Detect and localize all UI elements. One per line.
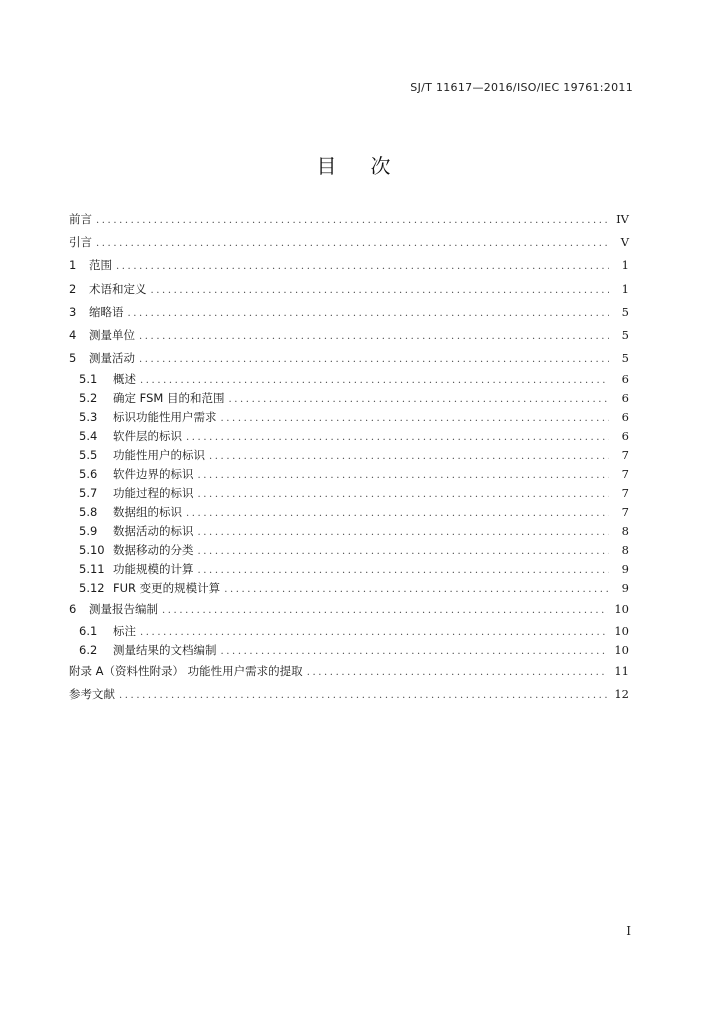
toc-leader-dots <box>162 599 608 622</box>
toc-entry-page: 8 <box>621 543 629 558</box>
toc-entry[interactable] <box>69 324 629 347</box>
toc-entry-label <box>79 641 217 660</box>
toc-entry-title: 软件边界的标识 <box>113 467 194 482</box>
toc-entry-number: 3 <box>69 304 77 319</box>
toc-entry[interactable] <box>69 208 629 231</box>
toc-entry-page: 7 <box>621 486 629 501</box>
toc-entry-title: 数据组的标识 <box>113 505 182 520</box>
toc-entry-label <box>69 254 112 277</box>
toc-entry-page: 5 <box>621 327 629 342</box>
toc-entry-title: 附录 A（资料性附录） 功能性用户需求的提取 <box>69 663 303 678</box>
toc-entry-page: 7 <box>621 448 629 463</box>
toc-entry-label <box>79 560 194 579</box>
toc-leader-dots <box>140 371 609 390</box>
toc-entry-number: 6.2 <box>79 642 98 657</box>
toc-entry-label <box>79 484 194 503</box>
toc-entry[interactable] <box>69 541 629 560</box>
toc-entry[interactable] <box>69 427 629 446</box>
toc-entry-number: 5.2 <box>79 391 98 406</box>
standard-code: SJ/T 11617—2016/ISO/IEC 19761:2011 <box>410 81 633 94</box>
table-of-contents <box>69 208 629 706</box>
toc-entry-label <box>69 660 303 683</box>
toc-entry-number: 5.3 <box>79 410 98 425</box>
toc-leader-dots <box>139 325 609 348</box>
toc-entry-page: 11 <box>614 663 629 678</box>
toc-entry-label <box>79 622 136 641</box>
toc-leader-dots <box>198 523 610 542</box>
toc-entry-page: 5 <box>621 304 629 319</box>
toc-entry-number: 5.5 <box>79 448 98 463</box>
toc-entry-number: 6.1 <box>79 623 98 638</box>
toc-entry[interactable] <box>69 278 629 301</box>
toc-entry-label <box>79 465 194 484</box>
toc-leader-dots <box>186 428 609 447</box>
toc-entry-page: 10 <box>614 623 629 638</box>
toc-entry-label <box>69 324 135 347</box>
toc-entry-title: 参考文献 <box>69 686 115 701</box>
toc-leader-dots <box>228 390 609 409</box>
toc-entry-label <box>69 683 115 706</box>
toc-entry-title: 测量单位 <box>89 327 135 342</box>
toc-entry[interactable] <box>69 347 629 370</box>
toc-entry-title: 测量活动 <box>89 351 135 366</box>
toc-entry-label <box>79 446 205 465</box>
toc-entry[interactable] <box>69 598 629 621</box>
toc-entry-label <box>79 522 194 541</box>
toc-entry-label <box>79 541 194 560</box>
toc-entry[interactable] <box>69 683 629 706</box>
toc-entry-number: 6 <box>69 602 77 617</box>
toc-entry-number: 5.11 <box>79 562 105 577</box>
toc-entry-page: 10 <box>614 602 629 617</box>
toc-entry-title: 缩略语 <box>89 304 124 319</box>
toc-entry-title: 前言 <box>69 212 92 226</box>
toc-entry-label <box>69 598 158 621</box>
toc-entry-label <box>69 347 135 370</box>
toc-entry-label <box>79 389 224 408</box>
toc-entry[interactable] <box>69 408 629 427</box>
toc-entry-label <box>69 278 147 301</box>
toc-leader-dots <box>224 580 609 599</box>
toc-leader-dots <box>96 209 609 232</box>
toc-leader-dots <box>140 623 608 642</box>
toc-entry-page: 8 <box>621 524 629 539</box>
toc-entry-title: 范围 <box>89 258 112 273</box>
toc-leader-dots <box>209 447 609 466</box>
toc-entry-title: 数据移动的分类 <box>113 543 194 558</box>
toc-entry[interactable] <box>69 370 629 389</box>
toc-entry-title: 数据活动的标识 <box>113 524 194 539</box>
toc-leader-dots <box>198 561 610 580</box>
toc-entry-number: 5.9 <box>79 524 98 539</box>
toc-entry-number: 5.4 <box>79 429 98 444</box>
toc-entry-label <box>79 579 220 598</box>
toc-entry[interactable] <box>69 446 629 465</box>
toc-entry-page: 5 <box>621 351 629 366</box>
toc-entry-title: 功能规模的计算 <box>113 562 194 577</box>
toc-entry[interactable] <box>69 301 629 324</box>
toc-entry-page: 9 <box>621 581 629 596</box>
toc-entry-number: 5.12 <box>79 581 105 596</box>
toc-leader-dots <box>128 302 610 325</box>
toc-entry-title: 确定 FSM 目的和范围 <box>113 391 225 406</box>
toc-entry-page: 12 <box>614 686 629 701</box>
toc-leader-dots <box>186 504 609 523</box>
toc-leader-dots <box>198 542 610 561</box>
toc-entry-title: 标识功能性用户需求 <box>113 410 217 425</box>
toc-leader-dots <box>221 642 609 661</box>
toc-entry-page: 6 <box>621 429 629 444</box>
toc-entry-page: 7 <box>621 505 629 520</box>
toc-leader-dots <box>221 409 610 428</box>
toc-entry[interactable] <box>69 254 629 277</box>
toc-entry-title: 软件层的标识 <box>113 429 182 444</box>
toc-entry-label <box>69 208 92 231</box>
page-title: 目次 <box>316 154 425 178</box>
toc-leader-dots <box>198 485 610 504</box>
toc-entry[interactable] <box>69 560 629 579</box>
toc-entry-number: 5.10 <box>79 543 105 558</box>
toc-entry-page: IV <box>616 212 629 226</box>
toc-entry-label <box>79 427 182 446</box>
toc-entry-title: 术语和定义 <box>89 281 147 296</box>
toc-entry-number: 4 <box>69 327 77 342</box>
toc-entry-title: FUR 变更的规模计算 <box>113 581 221 596</box>
toc-entry-number: 2 <box>69 281 77 296</box>
toc-entry[interactable] <box>69 522 629 541</box>
toc-entry-number: 5.6 <box>79 467 98 482</box>
toc-entry-title: 功能性用户的标识 <box>113 448 205 463</box>
toc-entry-number: 5.1 <box>79 372 98 387</box>
page-number: I <box>626 924 631 938</box>
toc-entry-label <box>69 301 124 324</box>
toc-entry-page: V <box>620 235 629 250</box>
toc-entry-page: 6 <box>621 391 629 406</box>
toc-entry-number: 5.8 <box>79 505 98 520</box>
toc-entry[interactable] <box>69 484 629 503</box>
toc-entry-title: 引言 <box>69 235 92 250</box>
toc-entry[interactable] <box>69 231 629 254</box>
toc-entry-label <box>79 408 217 427</box>
toc-entry-page: 6 <box>621 372 629 387</box>
toc-entry[interactable] <box>69 503 629 522</box>
toc-entry[interactable] <box>69 660 629 683</box>
toc-entry-title: 标注 <box>113 623 136 638</box>
toc-entry-page: 1 <box>621 258 629 273</box>
toc-leader-dots <box>96 232 609 255</box>
toc-entry-number: 5.7 <box>79 486 98 501</box>
toc-entry-number: 1 <box>69 258 77 273</box>
toc-leader-dots <box>307 661 609 684</box>
toc-entry-number: 5 <box>69 351 77 366</box>
toc-entry-page: 1 <box>621 281 629 296</box>
toc-entry-page: 6 <box>621 410 629 425</box>
toc-entry-title: 概述 <box>113 372 136 387</box>
toc-leader-dots <box>119 684 608 707</box>
toc-entry[interactable] <box>69 579 629 598</box>
toc-leader-dots <box>116 255 609 278</box>
toc-entry[interactable] <box>69 641 629 660</box>
toc-entry-title: 测量结果的文档编制 <box>113 642 217 657</box>
toc-entry-label <box>79 370 136 389</box>
toc-leader-dots <box>198 466 610 485</box>
toc-entry-page: 7 <box>621 467 629 482</box>
toc-entry-label <box>79 503 182 522</box>
toc-leader-dots <box>151 279 610 302</box>
toc-leader-dots <box>139 348 609 371</box>
toc-entry-title: 功能过程的标识 <box>113 486 194 501</box>
toc-entry[interactable] <box>69 389 629 408</box>
toc-entry-page: 9 <box>621 562 629 577</box>
toc-entry-label <box>69 231 92 254</box>
toc-entry-title: 测量报告编制 <box>89 602 158 617</box>
toc-entry-page: 10 <box>614 642 629 657</box>
toc-entry[interactable] <box>69 622 629 641</box>
toc-entry[interactable] <box>69 465 629 484</box>
